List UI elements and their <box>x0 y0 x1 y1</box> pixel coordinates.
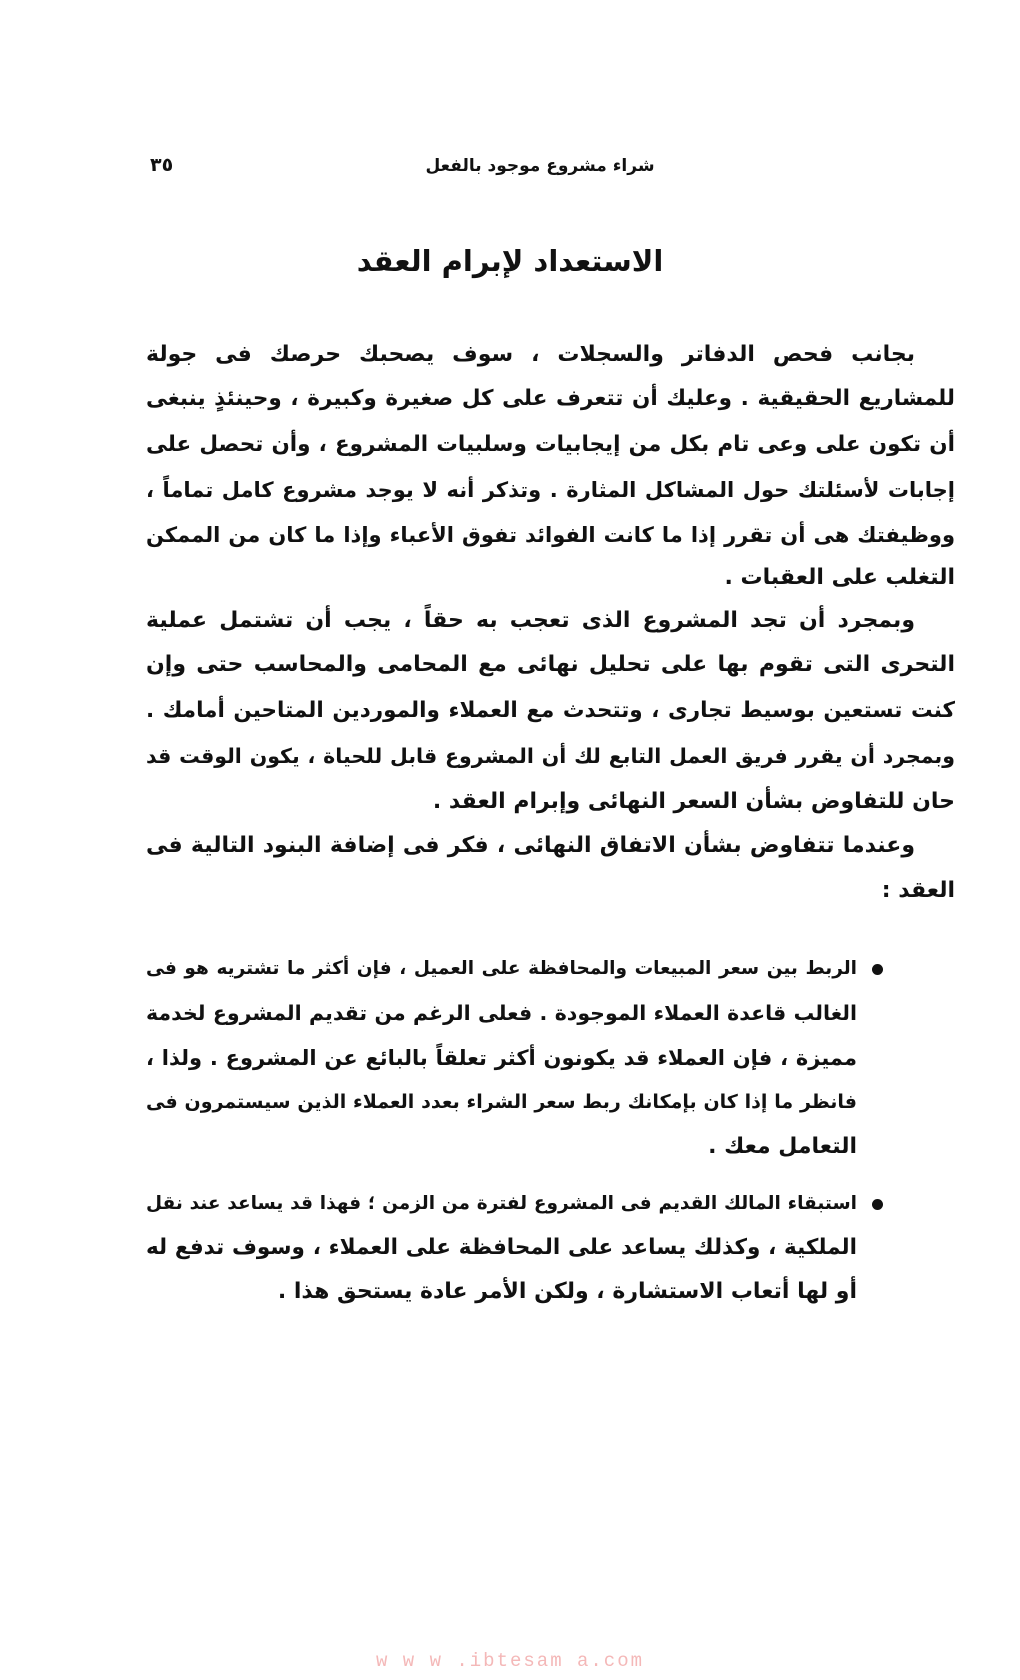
bullet-line: الربط بين سعر المبيعات والمحافظة على العميل ، فإن أكثر ما تشتريه هو فى <box>146 958 857 979</box>
bullet-line: فانظر ما إذا كان بإمكانك ربط سعر الشراء بعدد العملاء الذين سيستمرون فى <box>146 1091 857 1113</box>
paragraph-line: أن تكون على وعى تام بكل من إيجابيات وسلبيات المشروع ، وأن تحصل على <box>146 432 955 457</box>
bullet-line: أو لها أتعاب الاستشارة ، ولكن الأمر عادة يستحق هذا . <box>277 1279 857 1304</box>
bullet-icon <box>872 964 883 975</box>
paragraph-line: كنت تستعين بوسيط تجارى ، وتتحدث مع العملاء والموردين المتاحين أمامك . <box>146 698 955 723</box>
paragraph-line: إجابات لأسئلتك حول المشاكل المثارة . وتذكر أنه لا يوجد مشروع كامل تماماً ، <box>146 478 955 502</box>
paragraph-line: للمشاريع الحقيقية . وعليك أن تتعرف على كل صغيرة وكبيرة ، وحينئذٍ ينبغى <box>146 386 955 411</box>
paragraph-line: حان للتفاوض بشأن السعر النهائى وإبرام العقد . <box>432 789 955 814</box>
bullet-line: التعامل معك . <box>708 1134 857 1159</box>
paragraph-line: التحرى التى تقوم بها على تحليل نهائى مع المحامى والمحاسب حتى وإن <box>146 652 955 677</box>
watermark: w w w .ibtesam a.com <box>375 1650 645 1672</box>
bullet-icon <box>872 1199 883 1210</box>
section-title: الاستعداد لإبرام العقد <box>356 244 664 278</box>
bullet-line: الغالب قاعدة العملاء الموجودة . فعلى الرغم من تقديم المشروع لخدمة <box>146 1001 857 1025</box>
paragraph-line: بجانب فحص الدفاتر والسجلات ، سوف يصحبك حرصك فى جولة <box>146 342 915 367</box>
paragraph-line: وعندما تتفاوض بشأن الاتفاق النهائى ، فكر فى إضافة البنود التالية فى <box>146 833 915 858</box>
paragraph-line: ووظيفتك هى أن تقرر إذا ما كانت الفوائد تفوق الأعباء وإذا ما كان من الممكن <box>146 523 955 547</box>
bullet-line: مميزة ، فإن العملاء قد يكونون أكثر تعلقاً بالبائع عن المشروع . ولذا ، <box>146 1046 857 1070</box>
paragraph-line: وبمجرد أن تجد المشروع الذى تعجب به حقاً ، يجب أن تشتمل عملية <box>146 608 915 633</box>
paragraph-line: التغلب على العقبات . <box>724 565 955 590</box>
paragraph-line: العقد : <box>881 878 955 903</box>
paragraph-line: وبمجرد أن يقرر فريق العمل التابع لك أن المشروع قابل للحياة ، يكون الوقت قد <box>146 744 955 768</box>
running-head-title: شراء مشروع موجود بالفعل <box>425 156 655 176</box>
page-number: ٣٥ <box>150 154 174 176</box>
bullet-line: استبقاء المالك القديم فى المشروع لفترة من الزمن ؛ فهذا قد يساعد عند نقل <box>146 1193 857 1214</box>
bullet-line: الملكية ، وكذلك يساعد على المحافظة على العملاء ، وسوف تدفع له <box>146 1235 857 1260</box>
